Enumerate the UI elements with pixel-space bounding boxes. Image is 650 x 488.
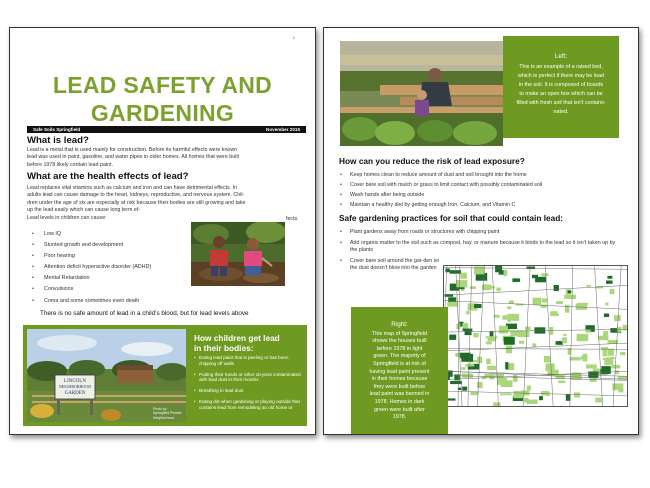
map-housing-block [574,392,580,397]
list-item: • Mental Retardation [27,273,151,284]
caption-line: This is an example of a raised bed, [519,64,603,70]
paragraph-health-effects [27,185,312,222]
map-housing-block [504,337,515,345]
map-housing-block [500,393,512,395]
caption-line: lead paint was banned in [369,391,430,398]
newsletter-page-1 [9,27,316,435]
list-item: • Plant gardens away from roads or structures with chipping paint [336,229,632,237]
heading-health-effects: What are the health effects of lead? [27,171,189,182]
map-housing-block [449,335,456,340]
map-housing-block [525,327,530,330]
map-housing-block [473,333,478,337]
caption-line: having lead paint present [369,368,430,375]
paragraph-line: Lead levels in children can cause: [27,214,107,221]
map-housing-block [527,267,536,270]
caption-line: 1978. Homes in dark [374,398,425,405]
caption-line: green. The majority of [373,353,426,360]
map-housing-block [448,398,456,400]
page-number: 1 [292,35,295,40]
raised-bed-photo [340,41,503,146]
paragraph-line: Lead is a metal that is used mainly for construction. Before its harmful effects were known [27,147,238,153]
map-housing-block [527,400,538,405]
map-housing-block [603,350,607,357]
map-housing-block [460,273,467,279]
map-housing-block [504,270,508,276]
map-housing-block [527,386,531,391]
map-housing-block [610,289,615,294]
map-housing-block [454,374,460,380]
map-housing-block [488,338,496,341]
caption-line: Springfield is at risk of [373,360,426,367]
paragraph-line: before 1978 likely contain lead paint. [27,161,113,168]
list-item: • Poor hearing [27,251,151,262]
paragraph-line: Lead replaces vital vitamins such as calcium and iron and can have detrimental effects. In [27,185,238,191]
heading-reduce-risk: How can you reduce the risk of lead exposure? [339,156,525,166]
caption-line: to make an open box which can be [519,91,603,97]
map-housing-block [556,301,563,304]
map-housing-block [466,311,470,315]
map-housing-block [450,270,461,274]
green-box-title-line: How children get lead [194,333,280,343]
map-housing-block [532,275,538,278]
map-housing-block [447,302,458,307]
map-housing-block [541,273,548,276]
map-housing-block [509,301,514,304]
left-caption-title: Left: [554,53,568,60]
map-housing-block [554,285,559,291]
paragraph-what-is-lead [27,147,312,169]
map-housing-block [450,381,462,384]
list-item: • Add organic matter to the soil such as compost, hay, or manure because it binds to the lead so it isn’t taken up by the plants [336,240,621,255]
map-housing-block [564,295,576,299]
map-housing-block [604,314,609,318]
green-box-title-line: in their bodies: [194,342,254,353]
map-housing-block [532,343,536,347]
map-housing-block [486,336,498,338]
list-item: • Convulsions [27,284,151,295]
map-housing-block [462,387,467,391]
map-housing-block [586,364,597,368]
map-housing-block [465,364,474,366]
map-housing-block [544,356,551,363]
lead-callout: There is no safe amount of lead in a child’s blood, but for lead levels above [40,310,249,317]
map-housing-block [470,286,476,289]
map-housing-block [456,280,467,287]
paragraph-tail: fects. [286,216,299,222]
map-housing-block [583,354,588,362]
map-housing-block [570,357,581,360]
caption-line: before 1978 in light [376,345,423,352]
map-housing-block [514,391,523,398]
map-housing-block [463,329,473,331]
garden-sign-photo [27,329,186,422]
caption-line: which is perfect if there may be lead [518,73,604,79]
map-housing-block [486,342,492,345]
map-housing-block [550,311,558,314]
map-housing-block [548,370,559,376]
map-housing-block [486,359,490,364]
map-housing-block [445,269,450,273]
map-housing-block [607,349,614,356]
map-housing-block [606,281,613,284]
photo-credit-line: Photo by [153,407,167,411]
springfield-map [443,265,628,407]
children-gardening-photo [191,222,285,286]
caption-line: filled with fresh soil that isn’t contami- [516,100,606,106]
map-housing-block [505,362,508,369]
map-housing-block [598,336,608,341]
map-housing-block [507,314,519,321]
caption-line: in the soil. It is composed of boards [518,82,604,88]
map-housing-block [614,315,621,321]
map-housing-block [595,398,602,403]
map-housing-block [490,331,494,336]
map-housing-block [495,266,502,272]
map-housing-block [518,331,530,337]
map-housing-block [507,306,511,309]
green-box-title [194,334,280,353]
map-housing-block [519,341,524,344]
caption-line: shows the houses built [372,338,427,345]
map-housing-block [605,303,608,306]
list-item: • Maintain a healthy diet by getting enough Iron, Calcium, and Vitamin C [336,200,632,210]
map-housing-block [562,337,567,343]
map-housing-block [461,367,465,370]
caption-line: in their homes because [371,376,428,383]
masthead-org: Safe Soils Springfield [33,127,81,132]
paragraph-line: up the lead easily which can cause long term ef- [27,207,141,214]
map-housing-block [533,298,542,305]
map-housing-block [497,288,501,292]
list-item: • Putting their hands or other ob-jects contaminated with lead dust in their mouths [194,372,302,384]
map-housing-block [568,290,572,293]
list-item: • Breathing in lead dust [194,388,302,394]
map-housing-block [550,314,559,317]
list-item: • Cover bare soil around the gar-den so the dust doesn’t blow into the garden [336,258,446,273]
paragraph-line: dren under the age of six are especially at risk because their bodies are still growing and take [27,199,246,206]
caption-line: This map of Springfield [371,330,428,337]
map-housing-block [549,327,553,335]
map-housing-block [474,266,485,274]
map-housing-block [495,374,504,377]
map-housing-block [477,382,483,388]
map-housing-block [487,366,496,370]
right-caption-box [351,307,448,435]
map-housing-block [601,366,610,374]
caption-line: 1978. [392,414,407,421]
masthead-bar [27,126,306,133]
sign-text-line-1: LINCOLN [64,379,86,384]
map-housing-block [563,334,567,336]
list-item: • Wash hands after being outside [336,190,632,200]
map-housing-block [493,402,500,407]
map-housing-block [611,365,620,369]
map-housing-block [497,378,507,385]
list-item: • Keep homes clean to reduce amount of dust and soil brought into the home [336,170,632,180]
map-housing-block [577,334,589,341]
reduce-risk-list [336,170,632,210]
page-title-line-2: GARDENING [90,100,235,126]
map-housing-block [611,357,615,359]
map-housing-block [499,326,508,334]
photo-credit-line: Springfield Pioneer Neighborhood [153,411,182,420]
map-housing-block [502,315,507,319]
masthead-date: November 2015 [266,127,300,132]
map-housing-block [601,347,608,350]
caption-line: green were built after [374,406,425,413]
paragraph-line: adults lead can cause damage to the heart, kidneys, reproductive, and nervous system. Chil- [27,192,245,199]
list-item: • Eating lead paint that is peeling or has been chipping off walls [194,355,302,367]
right-caption-title: Right: [391,321,408,328]
how-children-get-lead-list [194,355,302,416]
list-item: • Eating dirt when gardening or playing outside that contains lead from remodeling an old home or [194,399,302,411]
caption-line: they were built before [373,383,426,390]
map-housing-block [512,279,520,282]
map-housing-block [586,285,591,287]
newsletter-page-2 [323,27,639,435]
page-title-line-1: LEAD SAFETY AND [52,72,273,98]
list-item: • Stunted growth and development [27,240,151,251]
photo-credit [153,407,186,420]
map-housing-block [565,305,570,313]
map-housing-block [607,276,612,279]
map-housing-block [558,381,565,384]
list-item: • Coma and some sometimes even death [27,296,151,307]
paragraph-line: lead was used in paint, gasoline, and water pipes in older homes. All homes that were built [27,154,239,161]
list-item: • Cover bare soil with mulch or grass to limit contact with possibly contaminated soil [336,180,632,190]
map-housing-block [539,396,543,400]
sign-text-line-3: GARDEN [64,391,86,396]
heading-safe-gardening: Safe gardening practices for soil that could contain lead: [339,213,564,223]
map-housing-block [615,370,619,374]
map-housing-block [603,358,612,360]
list-item: • Attention deficit hyperactive disorder (ADHD) [27,262,151,273]
map-housing-block [506,346,512,353]
list-item: • Low IQ [27,229,151,240]
map-housing-block [474,304,481,308]
caption-line: nated. [553,109,569,115]
sign-text-line-2: NEIGHBORHOOD [58,384,92,389]
left-caption-box [503,36,619,138]
health-effects-list [27,229,151,307]
map-housing-block [620,352,625,355]
map-housing-block [556,341,563,345]
how-children-get-lead-box [23,325,307,426]
map-housing-block [542,298,547,302]
heading-what-is-lead: What is lead? [27,135,89,146]
